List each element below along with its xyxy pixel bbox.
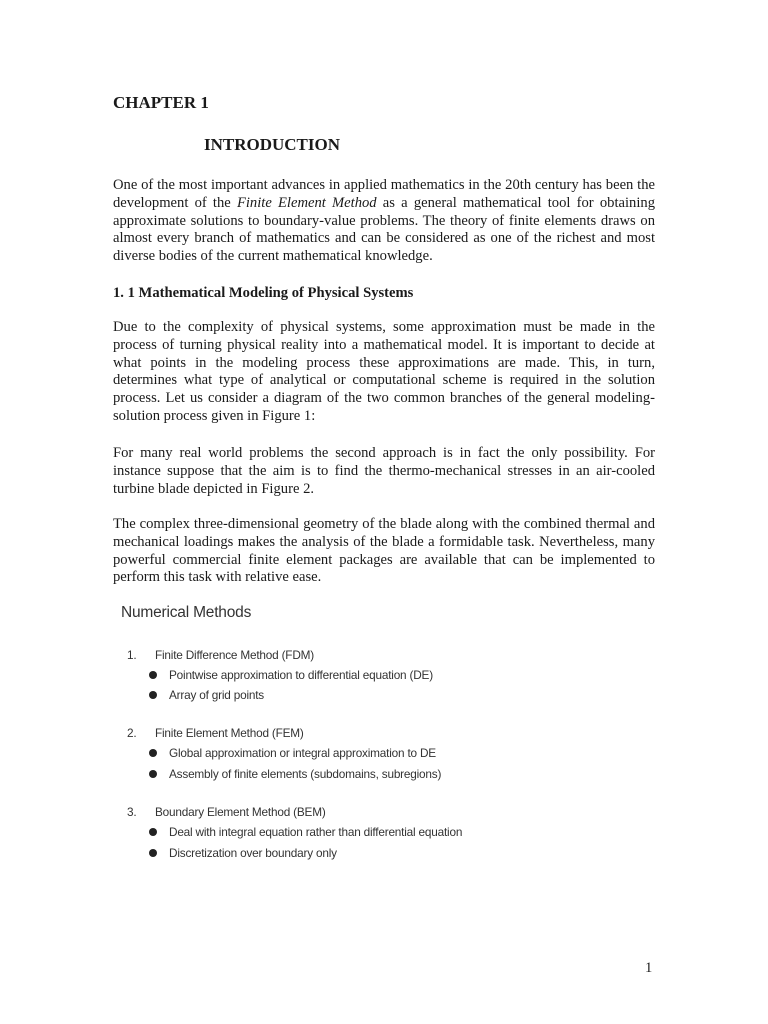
method-name: Boundary Element Method (BEM) — [155, 805, 326, 819]
intro-paragraph-text-start: One of the most important advances in applied mathematics in the 20th century has been the development of the — [113, 177, 655, 211]
bullet-text: Assembly of finite elements (subdomains, subregions) — [169, 767, 442, 781]
bullet-icon — [149, 828, 157, 836]
bullet-icon — [149, 749, 157, 757]
intro-paragraph — [113, 177, 655, 266]
bullet-text: Deal with integral equation rather than differential equation — [169, 825, 463, 839]
bullet-icon — [149, 849, 157, 857]
bullet-icon — [149, 671, 157, 679]
bullet-text: Discretization over boundary only — [169, 846, 337, 860]
bullet-icon — [149, 691, 157, 699]
numerical-methods-figure — [113, 596, 653, 866]
method-number: 3. — [127, 805, 137, 819]
method-bullet — [149, 825, 462, 839]
method-bullet — [149, 846, 337, 860]
method-number: 1. — [127, 648, 137, 662]
chapter-heading: CHAPTER 1 — [113, 93, 209, 112]
fem-emphasis: Finite Element Method — [236, 194, 377, 211]
method-item — [127, 805, 326, 819]
blade-geometry-paragraph: The complex three-dimensional geometry of the blade along with the combined thermal and mechanical loadings makes the analysis of the blade a formidable task. Nevertheless, many powerful commercial finite element packages are available that can be implemented to perform this task with relative ease. — [113, 516, 655, 586]
real-world-paragraph: For many real world problems the second approach is in fact the only possibility. For instance suppose that the aim is to find the thermo-mechanical stresses in an air-cooled turbine blade depicted in Figure 2. — [113, 445, 655, 497]
method-bullet — [149, 668, 433, 682]
modeling-paragraph: Due to the complexity of physical systems, some approximation must be made in the process of turning physical reality into a mathematical model. It is important to decide at what points in the modeling process these approximations are made. This, in turn, determines what type of analytical or computational scheme is required in the solution process. Let us consider a diagram of the two common branches of the general modeling-solution process given in Figure 1: — [113, 319, 655, 424]
method-item — [127, 726, 304, 740]
bullet-text: Global approximation or integral approximation to DE — [169, 746, 436, 760]
numerical-methods-title: Numerical Methods — [121, 604, 252, 621]
method-number: 2. — [127, 726, 137, 740]
page-number: 1 — [645, 960, 653, 976]
intro-paragraph-text-end: as a general mathematical tool for obtaining approximate solutions to boundary-value problems. The theory of finite elements draws on almost every branch of mathematics and can be considered as one of the richest and most diverse bodies of the current mathematical knowledge. — [113, 194, 655, 265]
bullet-text: Pointwise approximation to differential equation (DE) — [169, 668, 433, 682]
bullet-icon — [149, 770, 157, 778]
section-heading: 1. 1 Mathematical Modeling of Physical Systems — [113, 285, 414, 301]
method-bullet — [149, 746, 436, 760]
method-name: Finite Difference Method (FDM) — [155, 648, 314, 662]
method-bullet — [149, 767, 441, 781]
introduction-heading: INTRODUCTION — [204, 135, 341, 154]
method-name: Finite Element Method (FEM) — [155, 726, 304, 740]
method-item — [127, 648, 314, 662]
bullet-text: Array of grid points — [169, 688, 265, 702]
method-bullet — [149, 688, 264, 702]
